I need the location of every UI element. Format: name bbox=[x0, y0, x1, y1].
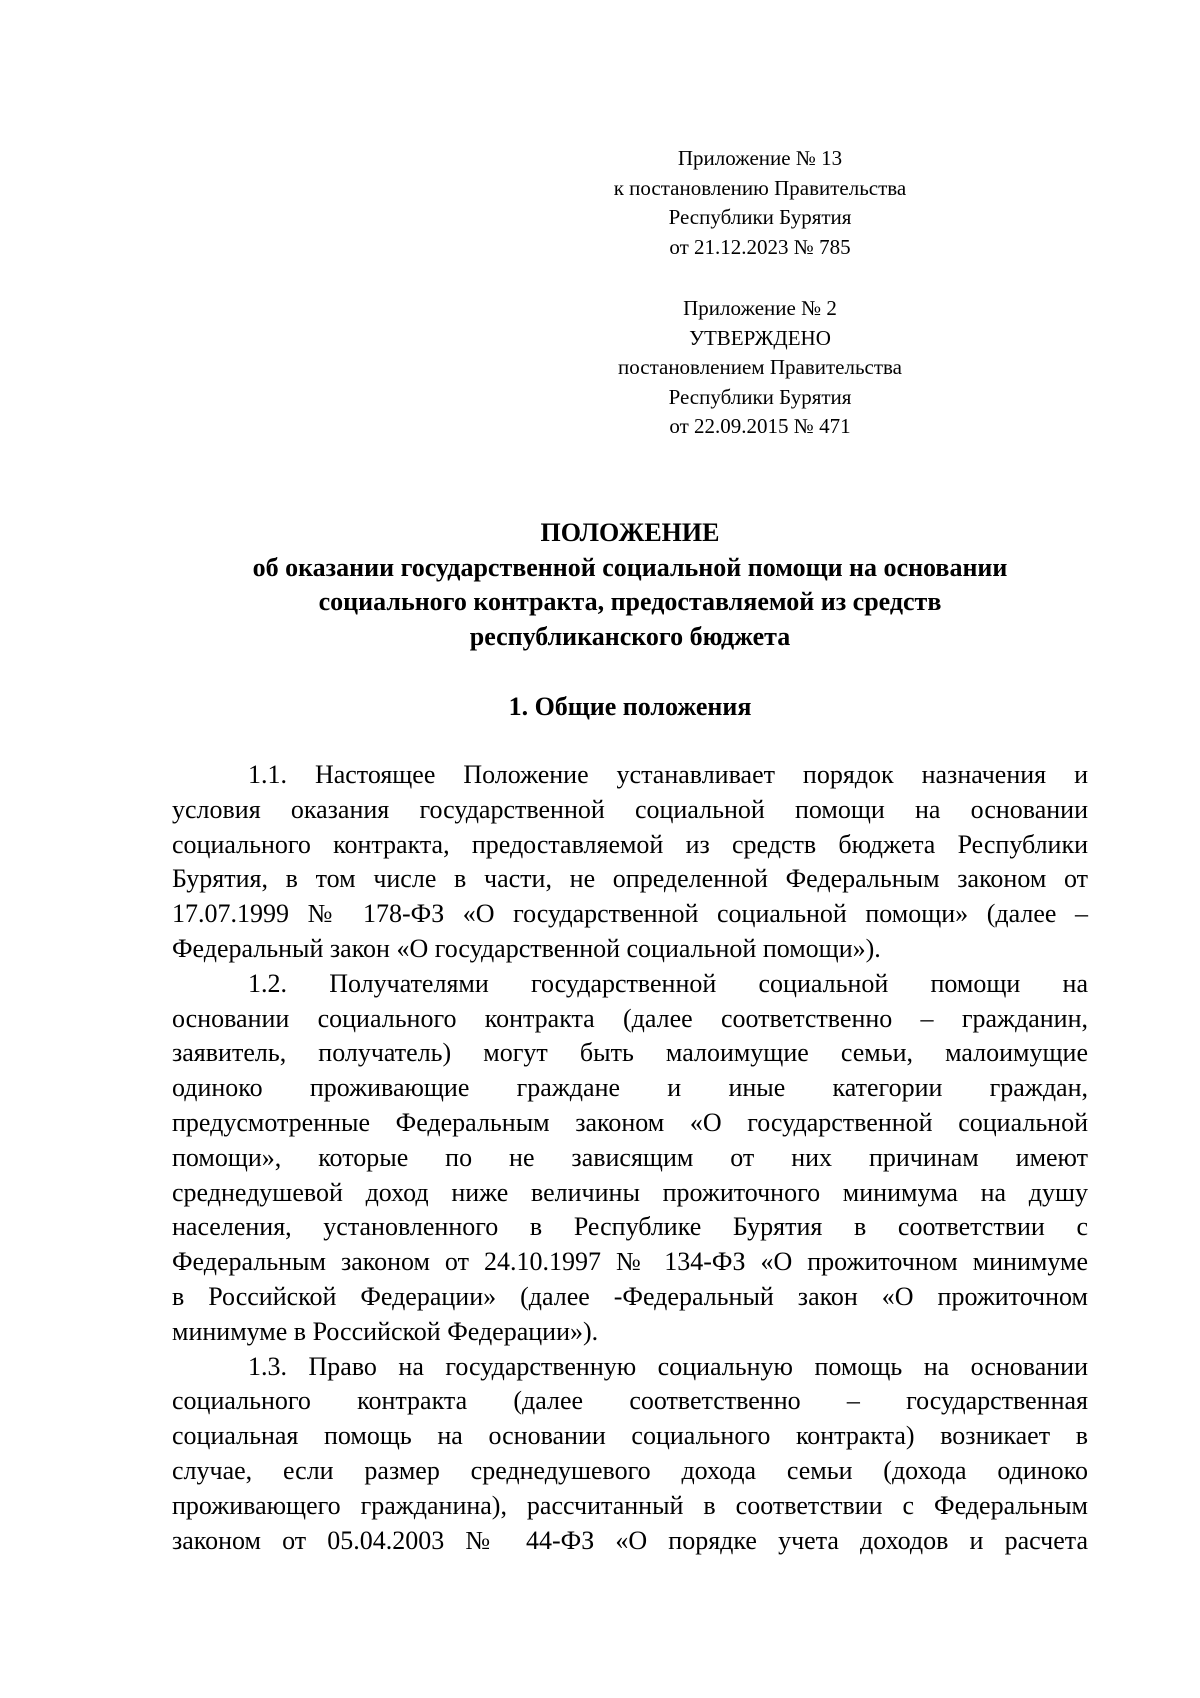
paragraph-1-1 bbox=[172, 758, 1088, 967]
annex-13-date: от 21.12.2023 № 785 bbox=[669, 234, 851, 259]
paragraph-line: одиноко проживающие граждане и иные категории граждан, bbox=[172, 1073, 1088, 1103]
approval-stamp-text: УТВЕРЖДЕНО bbox=[689, 325, 831, 350]
paragraph-line: законом от 05.04.2003 № 44-ФЗ «О порядке учета доходов и расчета bbox=[172, 1525, 1088, 1555]
paragraph-line: в Российской Федерации» (далее -Федеральный закон «О прожиточном bbox=[172, 1281, 1088, 1311]
paragraph-line: проживающего гражданина), рассчитанный в соответствии с Федеральным bbox=[172, 1490, 1088, 1520]
document-title bbox=[172, 516, 1088, 654]
document-body bbox=[172, 758, 1088, 1558]
paragraph-line: социального контракта, предоставляемой из средств бюджета Республики bbox=[172, 829, 1088, 859]
paragraph-1-3 bbox=[172, 1350, 1088, 1559]
paragraph-line: среднедушевой доход ниже величины прожиточного минимума на душу bbox=[172, 1177, 1088, 1207]
paragraph-line: Бурятия, в том числе в части, не определенной Федеральным законом от bbox=[172, 864, 1088, 894]
annex-2-date: от 22.09.2015 № 471 bbox=[669, 414, 851, 438]
paragraph-line: 1.3. Право на государственную социальную помощь на основании bbox=[248, 1351, 1088, 1381]
paragraph-line: условия оказания государственной социальной помощи на основании bbox=[172, 794, 1088, 824]
title-subtitle-line-1: об оказании государственной социальной помощи на основании bbox=[252, 552, 1008, 582]
paragraph-line: 1.2. Получателями государственной социальной помощи на bbox=[248, 968, 1088, 998]
paragraph-line: населения, установленного в Республике Бурятия в соответствии с bbox=[172, 1212, 1088, 1242]
paragraph-line: заявитель, получатель) могут быть малоимущие семьи, малоимущие bbox=[172, 1038, 1088, 1068]
paragraph-line: минимуме в Российской Федерации»). bbox=[172, 1316, 599, 1346]
title-subtitle-line-2: социального контракта, предоставляемой из средств bbox=[318, 587, 942, 616]
section-1-heading: 1. Общие положения bbox=[508, 692, 752, 721]
paragraph-line: предусмотренные Федеральным законом «О государственной социальной bbox=[172, 1107, 1088, 1137]
paragraph-line: социальная помощь на основании социального контракта) возникает в bbox=[172, 1421, 1088, 1451]
title-main: ПОЛОЖЕНИЕ bbox=[540, 518, 720, 547]
paragraph-line: случае, если размер среднедушевого дохода семьи (дохода одиноко bbox=[172, 1455, 1088, 1485]
paragraph-line: помощи», которые по не зависящим от них причинам имеют bbox=[172, 1142, 1088, 1172]
paragraph-line: 17.07.1999 № 178-ФЗ «О государственной социальной помощи» (далее – bbox=[172, 899, 1088, 929]
annex-13-region: Республики Бурятия bbox=[668, 205, 852, 229]
paragraph-line: Федеральным законом от 24.10.1997 № 134-ФЗ «О прожиточном минимуме bbox=[172, 1247, 1088, 1277]
annex-2-number: Приложение № 2 bbox=[683, 296, 837, 320]
title-subtitle-line-3: республиканского бюджета bbox=[469, 621, 791, 651]
paragraph-1-2 bbox=[172, 967, 1088, 1350]
paragraph-line: основании социального контракта (далее соответственно – гражданин, bbox=[172, 1003, 1088, 1033]
annex-2-region: Республики Бурятия bbox=[668, 384, 852, 409]
annex-2-reference: постановлением Правительства bbox=[617, 355, 902, 379]
paragraph-line: социального контракта (далее соответственно – государственная bbox=[172, 1386, 1088, 1416]
annex-13-header bbox=[560, 144, 960, 262]
paragraph-line: Федеральный закон «О государственной социальной помощи»). bbox=[172, 933, 881, 963]
annex-2-header bbox=[560, 294, 960, 442]
paragraph-line: 1.1. Настоящее Положение устанавливает порядок назначения и bbox=[248, 760, 1088, 789]
annex-13-reference: к постановлению Правительства bbox=[613, 175, 907, 200]
annex-13-number: Приложение № 13 bbox=[677, 146, 843, 170]
